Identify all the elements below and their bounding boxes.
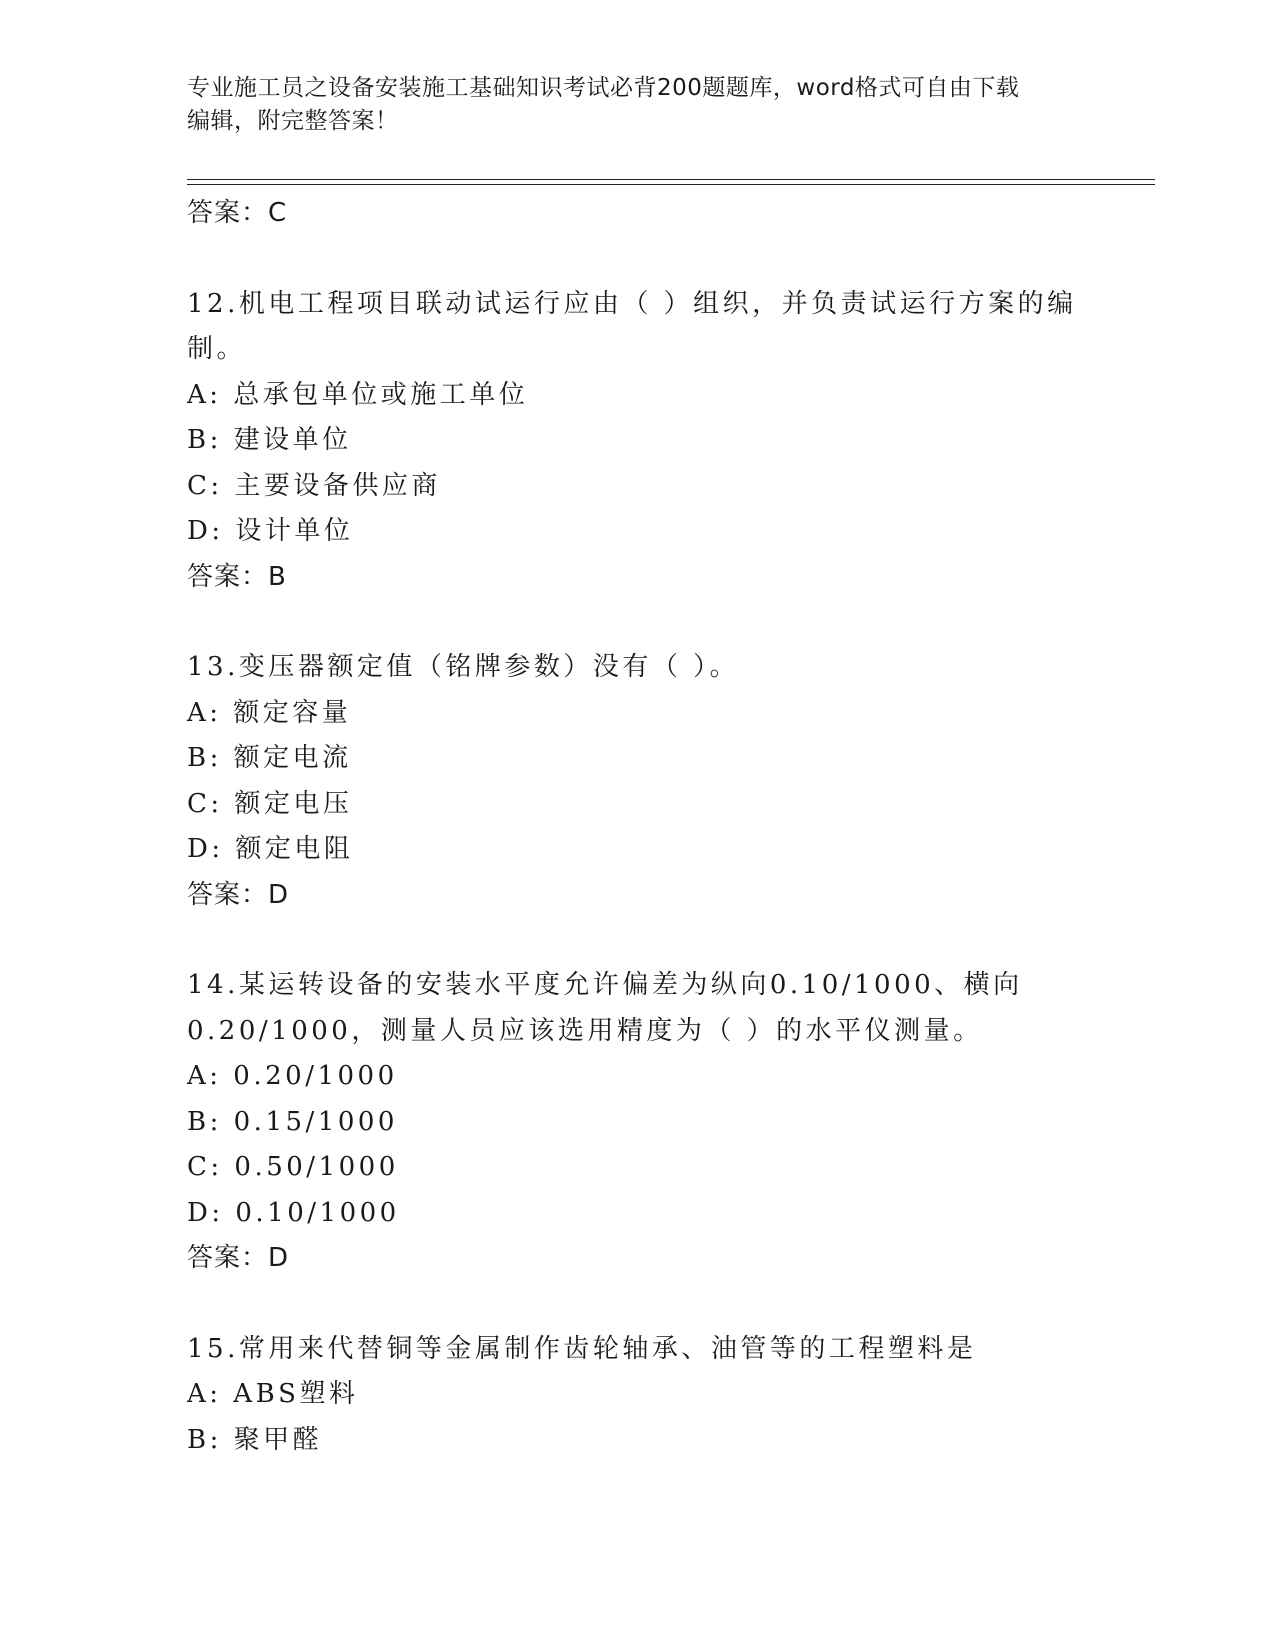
option-b: B: 聚甲醛: [187, 1424, 323, 1455]
question-15: [187, 1327, 1087, 1464]
question-12: [187, 282, 1087, 601]
question-stem-cont: 0.20/1000，测量人员应该选用精度为（ ）的水平仪测量。: [187, 1015, 983, 1046]
option-b: B: 额定电流: [187, 743, 352, 773]
question-list: [187, 191, 1087, 1463]
option-a: A: ABS塑料: [187, 1379, 359, 1409]
question-13: [187, 645, 1087, 918]
option-a: A: 额定容量: [187, 697, 352, 728]
header-line-1: 专业施工员之设备安装施工基础知识考试必背200题题库，word格式可自由下载: [187, 75, 1020, 101]
option-b: B: 建设单位: [187, 425, 352, 455]
header-divider-bottom: [187, 184, 1155, 185]
question-stem: 15.常用来代替铜等金属制作齿轮轴承、油管等的工程塑料是: [187, 1333, 977, 1364]
option-c: C: 0.50/1000: [187, 1152, 399, 1182]
answer-line: 答案：D: [187, 879, 290, 910]
question-stem: 12.机电工程项目联动试运行应由（ ）组织，并负责试运行方案的编: [187, 288, 1077, 319]
answer-line: 答案：C: [187, 198, 288, 228]
option-c: C: 额定电压: [187, 788, 353, 819]
option-c: C: 主要设备供应商: [187, 470, 441, 501]
option-a: A: 总承包单位或施工单位: [187, 379, 529, 410]
option-b: B: 0.15/1000: [187, 1106, 398, 1137]
header-divider-top: [187, 179, 1155, 180]
option-d: D: 额定电阻: [187, 834, 354, 864]
answer-line: 答案：B: [187, 561, 287, 592]
question-stem: 14.某运转设备的安装水平度允许偏差为纵向0.10/1000、横向: [187, 970, 1023, 1000]
question-stem-cont: 制。: [187, 334, 247, 364]
option-d: D: 0.10/1000: [187, 1197, 400, 1228]
option-a: A: 0.20/1000: [187, 1061, 398, 1091]
answer-line: 答案：D: [187, 1243, 290, 1273]
document-header: [187, 72, 1087, 138]
question-14: [187, 963, 1087, 1282]
option-d: D: 设计单位: [187, 516, 354, 546]
question-stem: 13.变压器额定值（铭牌参数）没有（ ）。: [187, 652, 740, 682]
header-line-2: 编辑，附完整答案！: [187, 108, 399, 134]
